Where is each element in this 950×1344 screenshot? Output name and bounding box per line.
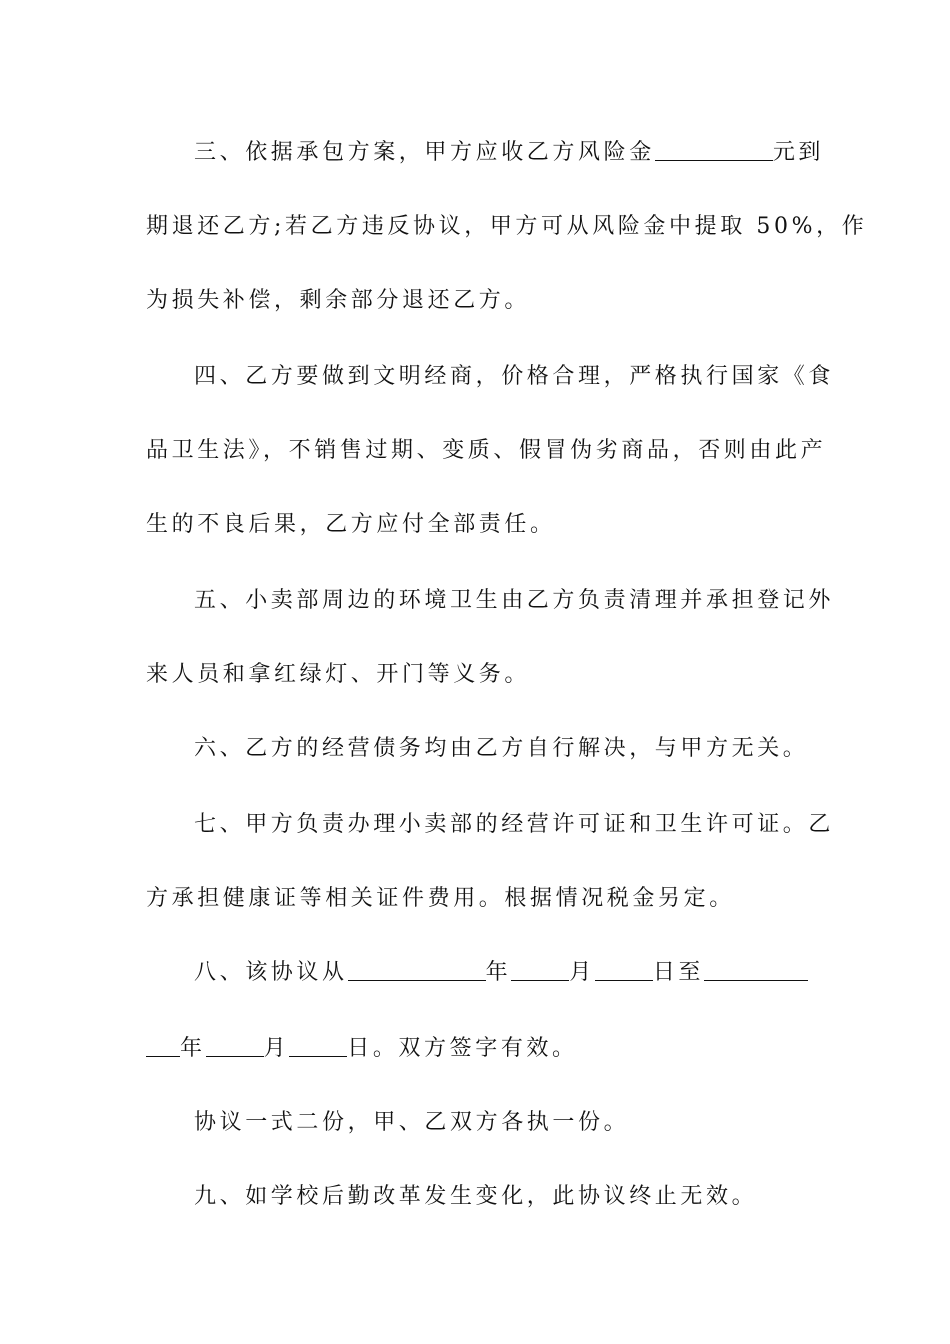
start-day-blank <box>595 958 653 981</box>
clause-7-line-2: 方承担健康证等相关证件费用。根据情况税金另定。 <box>146 886 735 911</box>
end-day-blank <box>289 1034 347 1057</box>
end-month-blank <box>206 1034 264 1057</box>
risk-deposit-blank <box>655 138 773 161</box>
clause-8-end: 日。双方签字有效。 <box>347 1036 578 1061</box>
start-month-label: 月 <box>569 960 595 985</box>
clause-3-line-1 <box>194 138 825 168</box>
clause-8-prefix: 八、该协议从 <box>194 960 348 985</box>
end-year-label: 年 <box>180 1036 206 1061</box>
end-year-blank-part-1 <box>704 958 808 981</box>
clause-4-line-1: 四、乙方要做到文明经商，价格合理，严格执行国家《食 <box>194 364 835 389</box>
end-year-blank-part-2 <box>146 1034 180 1057</box>
copies-line: 协议一式二份，甲、乙双方各执一份。 <box>194 1110 630 1135</box>
start-year-blank <box>348 958 486 981</box>
clause-4-line-2: 品卫生法》，不销售过期、变质、假冒伪劣商品，否则由此产 <box>146 438 827 463</box>
start-month-blank <box>511 958 569 981</box>
clause-3-line-2: 期退还乙方;若乙方违反协议，甲方可从风险金中提取 50%，作 <box>146 214 868 239</box>
clause-5-line-2: 来人员和拿红绿灯、开门等义务。 <box>146 662 531 687</box>
clause-3-text-b: 元到 <box>772 140 825 165</box>
clause-7-line-1: 七、甲方负责办理小卖部的经营许可证和卫生许可证。乙 <box>194 812 835 837</box>
clause-8-line-2 <box>146 1034 816 1064</box>
start-year-label: 年 <box>485 960 512 985</box>
end-month-label: 月 <box>263 1036 290 1061</box>
clause-3-line-3: 为损失补偿，剩余部分退还乙方。 <box>146 288 531 313</box>
clause-4-line-3: 生的不良后果，乙方应付全部责任。 <box>146 512 556 537</box>
clause-8-line-1 <box>194 958 814 988</box>
clause-3-text-a: 三、依据承包方案，甲方应收乙方风险金 <box>194 140 655 165</box>
clause-9-line-1: 九、如学校后勤改革发生变化，此协议终止无效。 <box>194 1184 758 1209</box>
clause-6-line-1: 六、乙方的经营债务均由乙方自行解决，与甲方无关。 <box>194 736 809 761</box>
clause-5-line-1: 五、小卖部周边的环境卫生由乙方负责清理并承担登记外 <box>194 588 835 613</box>
start-day-label: 日至 <box>652 960 705 985</box>
